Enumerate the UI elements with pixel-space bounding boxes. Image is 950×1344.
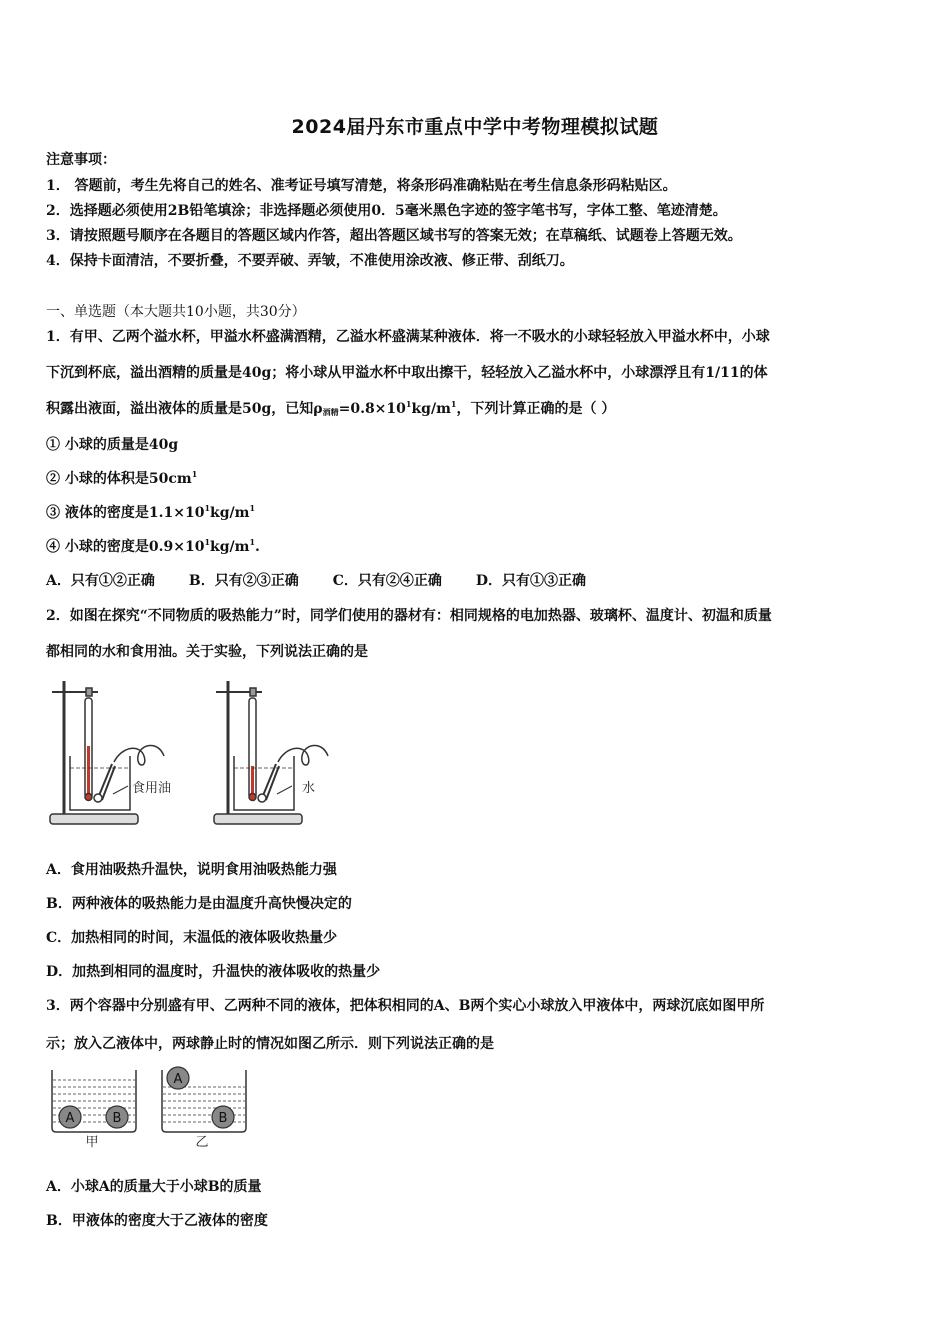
ball-b-jia-label: B: [112, 1111, 122, 1126]
q3-containers-figure: [46, 1066, 256, 1148]
q2-option-b[interactable]: B．两种液体的吸热能力是由温度升高快慢决定的: [46, 896, 352, 912]
q3-line-2: 示；放入乙液体中，两球静止时的情况如图乙所示．则下列说法正确的是: [46, 1036, 494, 1052]
label-jia: 甲: [85, 1135, 99, 1148]
q1-statement-4-unit-exp: 1: [249, 537, 256, 547]
q1-line-2: 下沉到杯底，溢出酒精的质量是40g；将小球从甲溢水杯中取出擦干，轻轻放入乙溢水杯中，小球漂浮且有1/11的体: [46, 365, 768, 381]
q1-line-3-text: 积露出液面，溢出液体的质量是50g，已知ρ: [46, 401, 323, 417]
q2-option-c[interactable]: C．加热相同的时间，末温低的液体吸收热量少: [46, 930, 338, 946]
q1-statement-4-text: ④ 小球的密度是0.9×10: [46, 539, 205, 555]
notice-item-3: 3．请按照题号顺序在各题目的答题区域内作答，超出答题区域书写的答案无效；在草稿纸、试题卷上答题无效。: [46, 228, 742, 244]
q3-option-a[interactable]: A．小球A的质量大于小球B的质量: [46, 1179, 262, 1195]
q1-unit-exponent: 1: [450, 399, 457, 409]
ball-a-jia-label: A: [65, 1111, 75, 1126]
q1-options: [46, 571, 916, 591]
label-water: 水: [302, 781, 316, 796]
notice-item-4: 4．保持卡面清洁，不要折叠，不要弄破、弄皱，不准使用涂改液、修正带、刮纸刀。: [46, 253, 574, 269]
ball-b-yi-label: B: [218, 1111, 228, 1126]
q1-statement-4-unit: kg/m: [210, 539, 250, 555]
q1-density-unit: kg/m: [411, 401, 451, 417]
q1-statement-4-end: .: [255, 539, 260, 555]
ball-a-yi-label: A: [173, 1072, 183, 1087]
q1-line-3: [46, 399, 916, 419]
q1-statement-2: [46, 469, 916, 489]
q2-option-d[interactable]: D．加热到相同的温度时，升温快的液体吸收的热量少: [46, 964, 381, 980]
oil-apparatus: [50, 681, 164, 824]
q1-rho-subscript: 酒精: [322, 407, 339, 417]
label-yi: 乙: [195, 1135, 209, 1148]
q1-exponent: 1: [405, 399, 412, 409]
q1-statement-4-exp: 1: [204, 537, 211, 547]
q2-line-1: 2．如图在探究“不同物质的吸热能力”时，同学们使用的器材有：相同规格的电加热器、玻璃杯、温度计、初温和质量: [46, 608, 772, 624]
q1-line-1: 1．有甲、乙两个溢水杯，甲溢水杯盛满酒精，乙溢水杯盛满某种液体．将一不吸水的小球轻轻放入甲溢水杯中，小球: [46, 329, 770, 345]
label-oil: 食用油: [132, 781, 172, 796]
q1-statement-3-exp: 1: [204, 503, 211, 513]
q1-statement-3-unit-exp: 1: [249, 503, 256, 513]
q2-option-a[interactable]: A．食用油吸热升温快，说明食用油吸热能力强: [46, 862, 337, 878]
notice-item-2: 2．选择题必须使用2B铅笔填涂；非选择题必须使用0．5毫米黑色字迹的签字笔书写，字体工整、笔迹清楚。: [46, 203, 727, 219]
q1-option-a[interactable]: A．只有①②正确: [46, 573, 155, 589]
q3-option-b[interactable]: B．甲液体的密度大于乙液体的密度: [46, 1213, 268, 1229]
q1-question-end: ，下列计算正确的是（ ）: [456, 401, 616, 417]
q1-statement-4: [46, 537, 916, 557]
q1-statement-3-unit: kg/m: [210, 505, 250, 521]
q1-density-value: =0.8×10: [338, 401, 406, 417]
section-heading: 一、单选题（本大题共10小题，共30分）: [46, 304, 306, 320]
q1-option-d[interactable]: D．只有①③正确: [475, 573, 587, 589]
q1-statement-2-text: ② 小球的体积是50cm: [46, 471, 192, 487]
notice-heading: 注意事项：: [46, 152, 116, 168]
q2-line-2: 都相同的水和食用油。关于实验，下列说法正确的是: [46, 644, 368, 660]
q1-statement-1: ① 小球的质量是40g: [46, 437, 179, 453]
q1-option-c[interactable]: C．只有②④正确: [332, 573, 442, 589]
q1-statement-3-text: ③ 液体的密度是1.1×10: [46, 505, 205, 521]
q1-option-b[interactable]: B．只有②③正确: [188, 573, 299, 589]
water-apparatus: [214, 681, 328, 824]
q2-experiment-figure: [40, 676, 360, 836]
q3-line-1: 3．两个容器中分别盛有甲、乙两种不同的液体，把体积相同的A、B两个实心小球放入甲液体中，两球沉底如图甲所: [46, 998, 765, 1014]
notice-item-1: 1． 答题前，考生先将自己的姓名、准考证号填写清楚，将条形码准确粘贴在考生信息条形码粘贴区。: [46, 178, 677, 194]
q1-statement-2-exp: 1: [191, 469, 198, 479]
q1-statement-3: [46, 503, 916, 523]
page-title: 2024届丹东市重点中学中考物理模拟试题: [291, 116, 659, 138]
